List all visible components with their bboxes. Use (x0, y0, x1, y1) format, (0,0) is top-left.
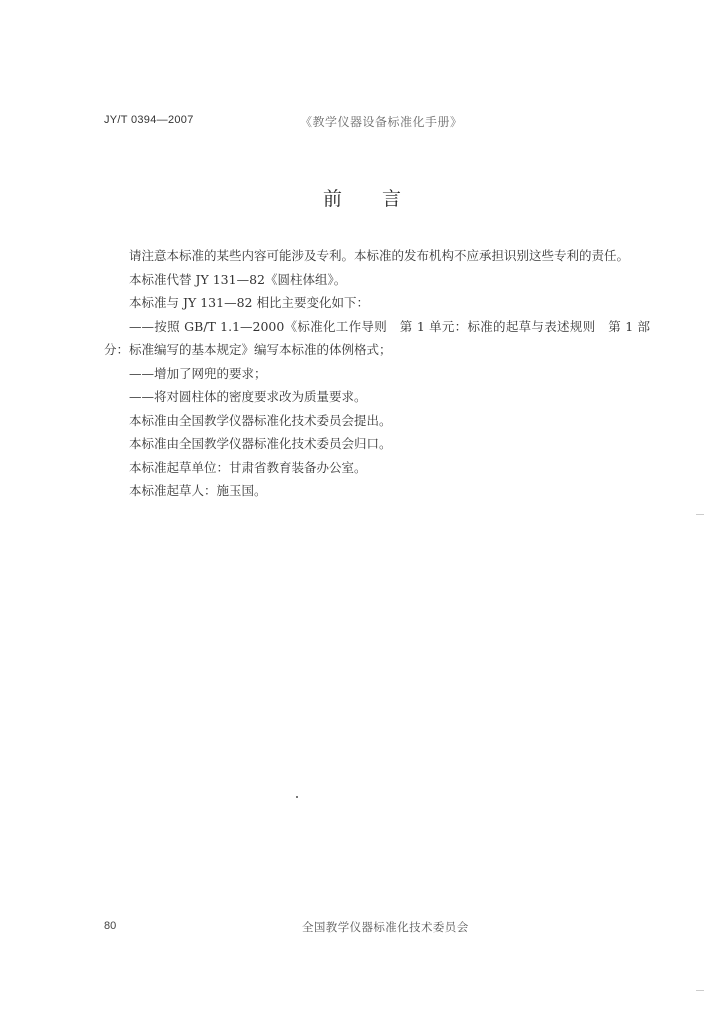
paragraph-replaces: 本标准代替 JY 131—82《圆柱体组》。 (129, 271, 347, 287)
standard-code: JY/T 0394—2007 (104, 114, 194, 126)
edge-mark (696, 990, 704, 991)
footer-committee: 全国教学仪器标准化技术委员会 (302, 920, 469, 934)
paragraph-centralized-by: 本标准由全国教学仪器标准化技术委员会归口。 (129, 436, 392, 451)
page-number: 80 (104, 920, 117, 932)
book-title: 《教学仪器设备标准化手册》 (300, 115, 463, 129)
paragraph-change-format: ——按照 GB/T 1.1—2000《标准化工作导则 第 1 单元：标准的起草与表述规则 第 1 部分：标准编写的基本规定》编写本标准的体例格式； (104, 318, 650, 357)
foreword-body (104, 244, 650, 503)
paragraph-proposed-by: 本标准由全国教学仪器标准化技术委员会提出。 (129, 412, 392, 428)
paragraph-change-net: ——增加了网兜的要求； (129, 365, 267, 381)
page-title: 前言 (322, 188, 441, 210)
edge-mark (696, 514, 704, 515)
paragraph-drafting-unit: 本标准起草单位：甘肃省教育装备办公室。 (129, 459, 367, 475)
stray-dot (296, 796, 298, 798)
paragraph-patent-notice: 请注意本标准的某些内容可能涉及专利。本标准的发布机构不应承担识别这些专利的责任。 (129, 248, 630, 263)
paragraph-drafter: 本标准起草人：施玉国。 (129, 483, 267, 498)
paragraph-change-mass: ——将对圆柱体的密度要求改为质量要求。 (129, 389, 367, 404)
paragraph-changes-intro: 本标准与 JY 131—82 相比主要变化如下： (129, 295, 369, 310)
